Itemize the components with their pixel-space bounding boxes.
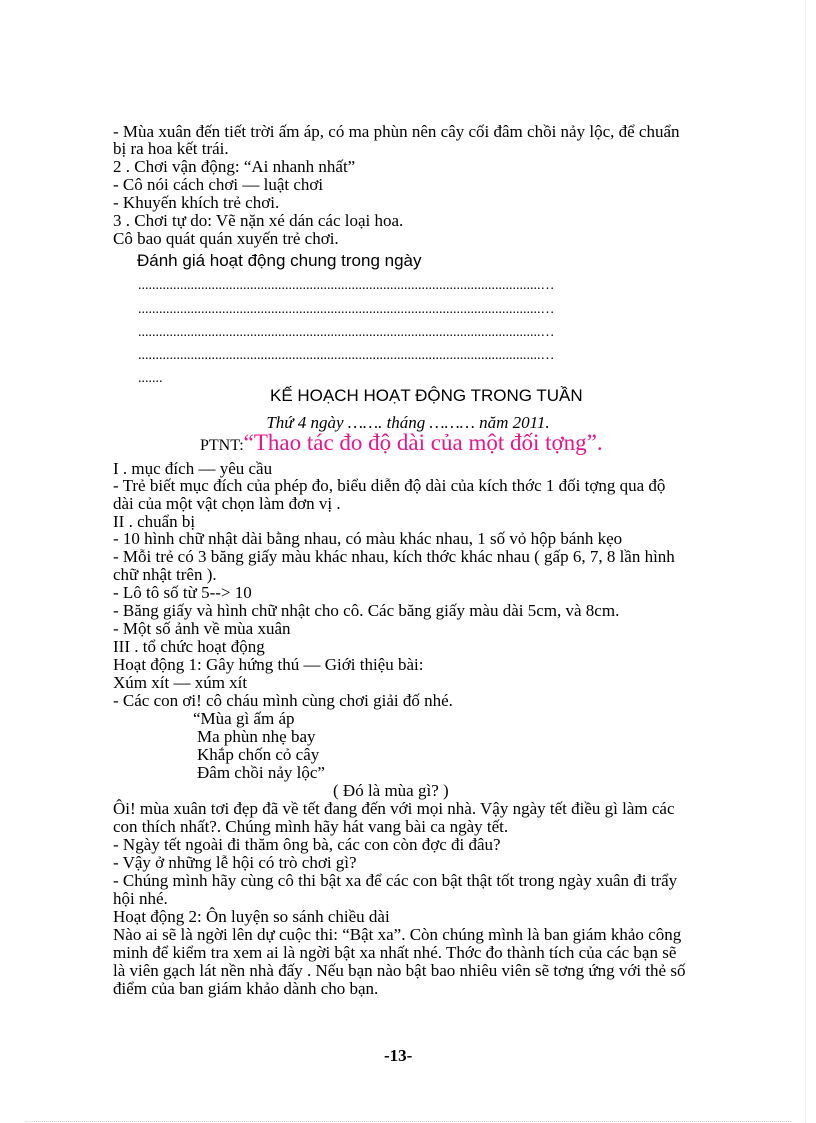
dotted-line: ...................................................................................................................… [138,302,555,317]
plan-title: KẾ HOẠCH HOẠT ĐỘNG TRONG TUẦN [270,386,583,405]
page-border-bottom [25,1121,791,1122]
text-line: - Trẻ biết mục đích của phép đo, biểu diễn độ dài của kích thớc 1 đối tợng qua độ [113,476,666,495]
subject-line [200,430,603,456]
text-line: 3 . Chơi tự do: Vẽ nặn xé dán các loại hoa. [113,211,404,230]
text-line: Nào ai sẽ là ngời lên dự cuộc thi: “Bật xa”. Còn chúng mình là ban giám khảo công [113,925,682,944]
text-line: - Cô nói cách chơi — luật chơi [113,175,324,194]
text-line: - Chúng mình hãy cùng cô thi bật xa để các con bật thật tốt trong ngày xuân đi trẩy [113,871,678,890]
text-line: bị ra hoa kết trái. [113,139,229,158]
text-line: dài của một vật chọn làm đơn vị . [113,494,341,513]
poem-question: ( Đó là mùa gì? ) [333,781,449,800]
text-line: điểm của ban giám khảo dành cho bạn. [113,979,379,998]
poem-line: Đâm chồi nảy lộc” [197,763,325,782]
dotted-line: ...................................................................................................................… [138,325,555,340]
text-line: - Vậy ở những lễ hội có trò chơi gì? [113,853,357,872]
text-line: - Ngày tết ngoài đi thăm ông bà, các con còn đợc đi đâu? [113,835,501,854]
text-line: là viên gạch lát nền nhà đấy . Nếu bạn nào bật bao nhiêu viên sẽ tơng ứng với thẻ số [113,961,686,980]
text-line: Hoạt động 1: Gây hứng thú — Giới thiệu bài: [113,655,424,674]
dotted-line: ....... [138,371,163,386]
text-line: - Mỗi trẻ có 3 băng giấy màu khác nhau, kích thớc khác nhau ( gấp 6, 7, 8 lần hình [113,547,675,566]
text-line: - Một số ảnh về mùa xuân [113,619,291,638]
subject-title: “Thao tác đo độ dài của một đối tợng”. [243,430,603,455]
text-line: 2 . Chơi vận động: “Ai nhanh nhất” [113,157,356,176]
text-line: Xúm xít — xúm xít [113,673,248,692]
text-line: - Khuyến khích trẻ chơi. [113,193,280,212]
page-border-right [805,0,806,1123]
text-line: - 10 hình chữ nhật dài bằng nhau, có màu khác nhau, 1 số vỏ hộp bánh kẹo [113,529,623,548]
text-line: - Mùa xuân đến tiết trời ấm áp, có ma phùn nên cây cối đâm chồi nảy lộc, để chuẩn [113,122,680,141]
text-line: minh để kiểm tra xem ai là ngời bật xa nhất nhé. Thớc đo thành tích của các bạn sẽ [113,943,677,962]
poem-line: “Mùa gì ấm áp [193,709,295,728]
poem-line: Khắp chốn cỏ cây [197,745,320,764]
text-line: Ôi! mùa xuân tơi đẹp đã về tết đang đến với mọi nhà. Vậy ngày tết điều gì làm các [113,799,675,818]
dotted-line: ...................................................................................................................… [138,278,555,293]
section-heading: III . tổ chức hoạt động [113,637,265,656]
poem-line: Ma phùn nhẹ bay [197,727,316,746]
text-line: Cô bao quát quán xuyến trẻ chơi. [113,229,339,248]
text-line: con thích nhất?. Chúng mình hãy hát vang bài ca ngày tết. [113,817,509,836]
subject-prefix: PTNT: [200,437,244,454]
dotted-line: ...................................................................................................................… [138,348,555,363]
page-number: -13- [384,1046,413,1065]
text-line: chữ nhật trên ). [113,565,217,584]
text-line: - Băng giấy và hình chữ nhật cho cô. Các băng giấy màu dài 5cm, và 8cm. [113,601,620,620]
text-line: hội nhé. [113,889,168,908]
section-heading: II . chuẩn bị [113,512,196,531]
evaluation-heading: Đánh giá hoạt động chung trong ngày [137,251,422,270]
text-line: - Lô tô số từ 5--> 10 [113,583,252,602]
section-heading: I . mục đích — yêu cầu [113,459,273,478]
text-line: - Các con ơi! cô cháu mình cùng chơi giải đố nhé. [113,691,453,710]
text-line: Hoạt động 2: Ôn luyện so sánh chiều dài [113,907,390,926]
date-line: Thứ 4 ngày ……. tháng ……… năm 2011. [266,413,550,432]
